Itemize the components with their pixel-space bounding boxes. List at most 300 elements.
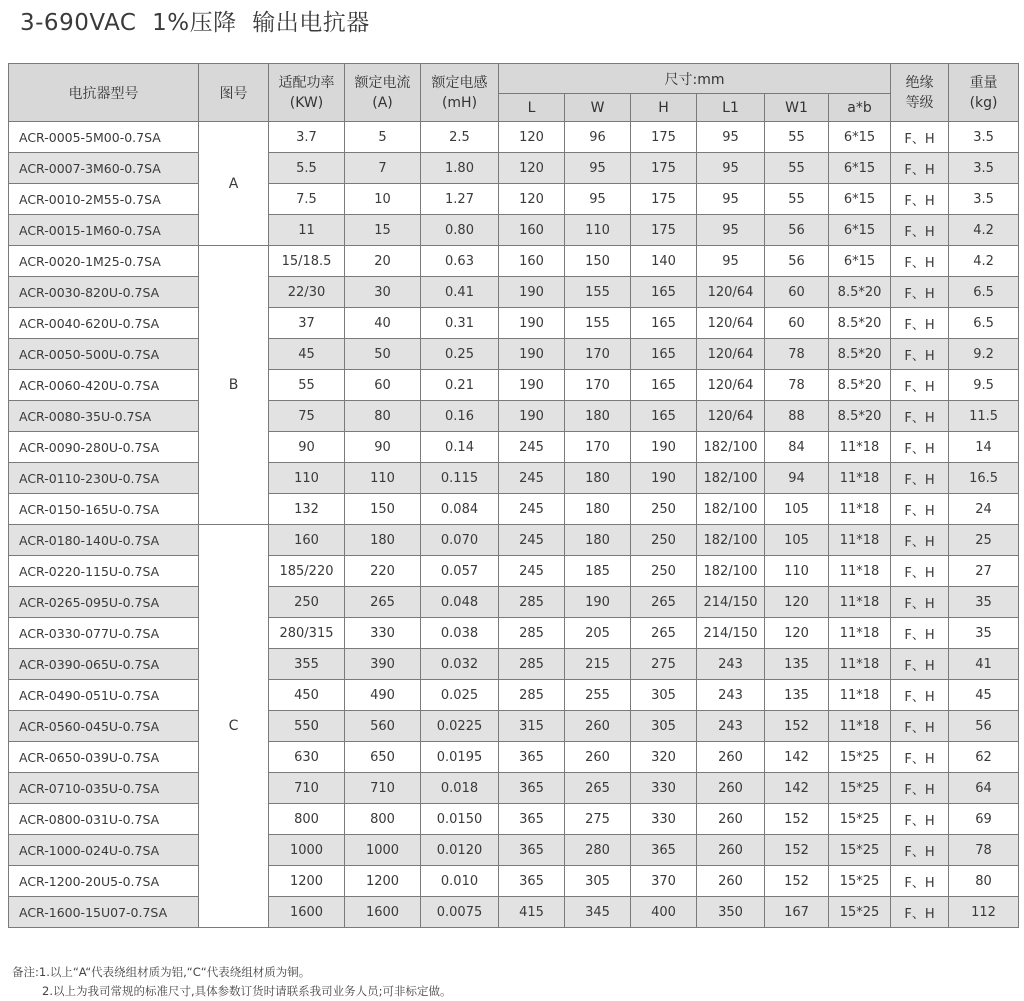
table-row — [9, 339, 1019, 370]
cell-ab: 11*18 — [829, 649, 891, 680]
cell-model: ACR-0220-115U-0.7SA — [9, 556, 199, 587]
cell-W: 255 — [565, 680, 631, 711]
cell-weight: 4.2 — [949, 246, 1019, 277]
cell-insulation: F、H — [891, 401, 949, 432]
cell-L1: 243 — [697, 711, 765, 742]
cell-L1: 243 — [697, 649, 765, 680]
cell-W: 265 — [565, 773, 631, 804]
header-W: W — [565, 94, 631, 122]
cell-H: 140 — [631, 246, 697, 277]
table-row — [9, 308, 1019, 339]
cell-L: 190 — [499, 277, 565, 308]
cell-W1: 120 — [765, 587, 829, 618]
cell-inductance: 0.025 — [421, 680, 499, 711]
cell-L1: 260 — [697, 742, 765, 773]
cell-inductance: 0.0225 — [421, 711, 499, 742]
cell-W1: 55 — [765, 184, 829, 215]
cell-W1: 135 — [765, 649, 829, 680]
cell-L: 365 — [499, 773, 565, 804]
cell-ab: 15*25 — [829, 804, 891, 835]
table-header — [9, 64, 1019, 122]
cell-model: ACR-0330-077U-0.7SA — [9, 618, 199, 649]
table-row — [9, 804, 1019, 835]
cell-ab: 11*18 — [829, 463, 891, 494]
table-row — [9, 277, 1019, 308]
cell-insulation: F、H — [891, 525, 949, 556]
cell-W1: 135 — [765, 680, 829, 711]
cell-weight: 41 — [949, 649, 1019, 680]
cell-model: ACR-0265-095U-0.7SA — [9, 587, 199, 618]
cell-power: 7.5 — [269, 184, 345, 215]
cell-ab: 6*15 — [829, 122, 891, 153]
cell-L: 190 — [499, 339, 565, 370]
cell-current: 90 — [345, 432, 421, 463]
cell-current: 10 — [345, 184, 421, 215]
cell-weight: 16.5 — [949, 463, 1019, 494]
cell-ab: 11*18 — [829, 556, 891, 587]
cell-model: ACR-0015-1M60-0.7SA — [9, 215, 199, 246]
cell-insulation: F、H — [891, 680, 949, 711]
header-L: L — [499, 94, 565, 122]
cell-insulation: F、H — [891, 246, 949, 277]
cell-weight: 3.5 — [949, 153, 1019, 184]
cell-insulation: F、H — [891, 339, 949, 370]
cell-W: 110 — [565, 215, 631, 246]
cell-power: 800 — [269, 804, 345, 835]
cell-current: 650 — [345, 742, 421, 773]
cell-L: 120 — [499, 122, 565, 153]
cell-L1: 95 — [697, 153, 765, 184]
cell-power: 75 — [269, 401, 345, 432]
cell-W: 215 — [565, 649, 631, 680]
cell-insulation: F、H — [891, 184, 949, 215]
table-row — [9, 773, 1019, 804]
cell-L: 120 — [499, 184, 565, 215]
cell-L: 245 — [499, 556, 565, 587]
cell-insulation: F、H — [891, 494, 949, 525]
cell-current: 50 — [345, 339, 421, 370]
cell-ab: 15*25 — [829, 897, 891, 928]
header-inductance-unit: (mH) — [441, 94, 478, 111]
cell-current: 60 — [345, 370, 421, 401]
cell-W: 170 — [565, 370, 631, 401]
cell-L: 365 — [499, 835, 565, 866]
cell-power: 1000 — [269, 835, 345, 866]
cell-W1: 88 — [765, 401, 829, 432]
cell-L1: 214/150 — [697, 587, 765, 618]
cell-weight: 24 — [949, 494, 1019, 525]
page-title: 3-690VAC 1%压降 输出电抗器 — [20, 10, 370, 36]
cell-H: 305 — [631, 711, 697, 742]
cell-insulation: F、H — [891, 587, 949, 618]
cell-W: 260 — [565, 711, 631, 742]
cell-weight: 78 — [949, 835, 1019, 866]
table-row — [9, 618, 1019, 649]
cell-W1: 152 — [765, 835, 829, 866]
cell-current: 390 — [345, 649, 421, 680]
cell-power: 110 — [269, 463, 345, 494]
cell-model: ACR-0080-35U-0.7SA — [9, 401, 199, 432]
note-2: 2.以上为我司常规的标准尺寸,具体参数订货时请联系我司业务人员;可非标定做。 — [42, 984, 452, 998]
cell-W1: 84 — [765, 432, 829, 463]
cell-W1: 110 — [765, 556, 829, 587]
cell-L: 415 — [499, 897, 565, 928]
cell-H: 175 — [631, 153, 697, 184]
header-insulation — [891, 64, 949, 122]
cell-ab: 8.5*20 — [829, 308, 891, 339]
cell-current: 1200 — [345, 866, 421, 897]
cell-inductance: 0.010 — [421, 866, 499, 897]
cell-H: 400 — [631, 897, 697, 928]
cell-H: 305 — [631, 680, 697, 711]
cell-power: 450 — [269, 680, 345, 711]
cell-ab: 8.5*20 — [829, 401, 891, 432]
cell-ab: 11*18 — [829, 711, 891, 742]
cell-W: 180 — [565, 401, 631, 432]
cell-H: 275 — [631, 649, 697, 680]
cell-ab: 15*25 — [829, 835, 891, 866]
cell-ab: 8.5*20 — [829, 339, 891, 370]
cell-model: ACR-0030-820U-0.7SA — [9, 277, 199, 308]
cell-model: ACR-0560-045U-0.7SA — [9, 711, 199, 742]
cell-insulation: F、H — [891, 897, 949, 928]
cell-H: 190 — [631, 432, 697, 463]
cell-insulation: F、H — [891, 153, 949, 184]
cell-W: 305 — [565, 866, 631, 897]
cell-power: 280/315 — [269, 618, 345, 649]
cell-L1: 182/100 — [697, 494, 765, 525]
cell-weight: 9.2 — [949, 339, 1019, 370]
header-dimensions: 尺寸:mm — [499, 64, 891, 94]
cell-L: 365 — [499, 742, 565, 773]
cell-L1: 243 — [697, 680, 765, 711]
cell-insulation: F、H — [891, 370, 949, 401]
cell-inductance: 0.032 — [421, 649, 499, 680]
cell-weight: 6.5 — [949, 308, 1019, 339]
cell-weight: 35 — [949, 587, 1019, 618]
cell-power: 1200 — [269, 866, 345, 897]
cell-model: ACR-1200-20U5-0.7SA — [9, 866, 199, 897]
cell-ab: 11*18 — [829, 494, 891, 525]
header-inductance — [421, 64, 499, 122]
cell-L: 285 — [499, 618, 565, 649]
cell-ab: 15*25 — [829, 742, 891, 773]
cell-model: ACR-0800-031U-0.7SA — [9, 804, 199, 835]
cell-inductance: 0.0195 — [421, 742, 499, 773]
cell-weight: 3.5 — [949, 122, 1019, 153]
cell-inductance: 0.0150 — [421, 804, 499, 835]
cell-weight: 14 — [949, 432, 1019, 463]
cell-W1: 120 — [765, 618, 829, 649]
header-weight — [949, 64, 1019, 122]
cell-insulation: F、H — [891, 711, 949, 742]
cell-current: 560 — [345, 711, 421, 742]
cell-L1: 120/64 — [697, 370, 765, 401]
cell-insulation: F、H — [891, 556, 949, 587]
cell-power: 630 — [269, 742, 345, 773]
table-row — [9, 587, 1019, 618]
cell-current: 265 — [345, 587, 421, 618]
cell-W1: 56 — [765, 246, 829, 277]
cell-current: 5 — [345, 122, 421, 153]
cell-power: 1600 — [269, 897, 345, 928]
cell-L1: 260 — [697, 866, 765, 897]
cell-ab: 6*15 — [829, 215, 891, 246]
table-row — [9, 370, 1019, 401]
cell-insulation: F、H — [891, 773, 949, 804]
cell-insulation: F、H — [891, 649, 949, 680]
cell-inductance: 2.5 — [421, 122, 499, 153]
cell-H: 165 — [631, 277, 697, 308]
figure-group-cell: B — [199, 246, 269, 525]
cell-insulation: F、H — [891, 866, 949, 897]
cell-current: 800 — [345, 804, 421, 835]
cell-power: 55 — [269, 370, 345, 401]
cell-W1: 78 — [765, 370, 829, 401]
cell-L1: 182/100 — [697, 463, 765, 494]
cell-model: ACR-0150-165U-0.7SA — [9, 494, 199, 525]
cell-W1: 94 — [765, 463, 829, 494]
cell-inductance: 0.038 — [421, 618, 499, 649]
cell-power: 22/30 — [269, 277, 345, 308]
cell-current: 180 — [345, 525, 421, 556]
cell-weight: 45 — [949, 680, 1019, 711]
header-model: 电抗器型号 — [9, 64, 199, 122]
header-ab: a*b — [829, 94, 891, 122]
cell-current: 30 — [345, 277, 421, 308]
table-row — [9, 649, 1019, 680]
cell-current: 490 — [345, 680, 421, 711]
cell-model: ACR-0650-039U-0.7SA — [9, 742, 199, 773]
cell-W: 150 — [565, 246, 631, 277]
table-row — [9, 556, 1019, 587]
cell-insulation: F、H — [891, 804, 949, 835]
cell-ab: 11*18 — [829, 587, 891, 618]
cell-H: 175 — [631, 215, 697, 246]
table-row — [9, 432, 1019, 463]
cell-weight: 3.5 — [949, 184, 1019, 215]
cell-weight: 35 — [949, 618, 1019, 649]
cell-L1: 260 — [697, 804, 765, 835]
cell-model: ACR-0490-051U-0.7SA — [9, 680, 199, 711]
cell-L: 120 — [499, 153, 565, 184]
cell-power: 710 — [269, 773, 345, 804]
header-H: H — [631, 94, 697, 122]
cell-model: ACR-1600-15U07-0.7SA — [9, 897, 199, 928]
table-row — [9, 153, 1019, 184]
cell-L1: 350 — [697, 897, 765, 928]
cell-H: 175 — [631, 122, 697, 153]
cell-L1: 95 — [697, 215, 765, 246]
cell-W: 345 — [565, 897, 631, 928]
cell-L: 160 — [499, 246, 565, 277]
header-weight-label: 重量 — [969, 74, 998, 91]
cell-W: 170 — [565, 432, 631, 463]
cell-L1: 260 — [697, 773, 765, 804]
cell-W: 170 — [565, 339, 631, 370]
cell-ab: 6*15 — [829, 184, 891, 215]
cell-model: ACR-0010-2M55-0.7SA — [9, 184, 199, 215]
cell-L: 285 — [499, 649, 565, 680]
cell-power: 160 — [269, 525, 345, 556]
header-inductance-label: 额定电感 — [431, 74, 488, 91]
cell-L1: 260 — [697, 835, 765, 866]
cell-L1: 95 — [697, 246, 765, 277]
cell-weight: 80 — [949, 866, 1019, 897]
cell-current: 80 — [345, 401, 421, 432]
cell-weight: 4.2 — [949, 215, 1019, 246]
cell-H: 265 — [631, 618, 697, 649]
cell-insulation: F、H — [891, 122, 949, 153]
cell-inductance: 1.27 — [421, 184, 499, 215]
cell-W: 185 — [565, 556, 631, 587]
cell-L1: 120/64 — [697, 308, 765, 339]
cell-power: 15/18.5 — [269, 246, 345, 277]
cell-L: 190 — [499, 308, 565, 339]
cell-W: 95 — [565, 184, 631, 215]
cell-power: 185/220 — [269, 556, 345, 587]
cell-inductance: 0.070 — [421, 525, 499, 556]
cell-L: 285 — [499, 680, 565, 711]
cell-current: 330 — [345, 618, 421, 649]
cell-H: 330 — [631, 773, 697, 804]
figure-group-cell: A — [199, 122, 269, 246]
cell-inductance: 0.084 — [421, 494, 499, 525]
cell-L1: 182/100 — [697, 525, 765, 556]
cell-power: 11 — [269, 215, 345, 246]
cell-inductance: 0.41 — [421, 277, 499, 308]
cell-W1: 56 — [765, 215, 829, 246]
cell-current: 1000 — [345, 835, 421, 866]
cell-inductance: 1.80 — [421, 153, 499, 184]
cell-model: ACR-0005-5M00-0.7SA — [9, 122, 199, 153]
cell-weight: 6.5 — [949, 277, 1019, 308]
cell-inductance: 0.80 — [421, 215, 499, 246]
cell-L: 285 — [499, 587, 565, 618]
cell-inductance: 0.115 — [421, 463, 499, 494]
cell-W1: 55 — [765, 122, 829, 153]
cell-H: 250 — [631, 525, 697, 556]
cell-power: 45 — [269, 339, 345, 370]
cell-L: 245 — [499, 525, 565, 556]
cell-weight: 69 — [949, 804, 1019, 835]
cell-inductance: 0.21 — [421, 370, 499, 401]
cell-ab: 6*15 — [829, 246, 891, 277]
cell-current: 20 — [345, 246, 421, 277]
cell-W: 260 — [565, 742, 631, 773]
cell-model: ACR-0110-230U-0.7SA — [9, 463, 199, 494]
header-power — [269, 64, 345, 122]
cell-current: 220 — [345, 556, 421, 587]
cell-insulation: F、H — [891, 618, 949, 649]
cell-ab: 11*18 — [829, 618, 891, 649]
cell-insulation: F、H — [891, 835, 949, 866]
cell-weight: 112 — [949, 897, 1019, 928]
cell-L1: 120/64 — [697, 401, 765, 432]
header-current — [345, 64, 421, 122]
cell-W: 95 — [565, 153, 631, 184]
header-insulation-line2: 等级 — [905, 94, 934, 111]
cell-insulation: F、H — [891, 215, 949, 246]
cell-W1: 78 — [765, 339, 829, 370]
cell-W1: 167 — [765, 897, 829, 928]
cell-power: 355 — [269, 649, 345, 680]
cell-L1: 214/150 — [697, 618, 765, 649]
cell-H: 330 — [631, 804, 697, 835]
header-power-label: 适配功率 — [278, 74, 335, 91]
cell-model: ACR-0020-1M25-0.7SA — [9, 246, 199, 277]
cell-ab: 15*25 — [829, 773, 891, 804]
cell-L1: 120/64 — [697, 277, 765, 308]
figure-group-cell: C — [199, 525, 269, 928]
cell-insulation: F、H — [891, 308, 949, 339]
cell-model: ACR-0710-035U-0.7SA — [9, 773, 199, 804]
table-row — [9, 742, 1019, 773]
cell-L1: 182/100 — [697, 556, 765, 587]
cell-L: 245 — [499, 463, 565, 494]
cell-power: 5.5 — [269, 153, 345, 184]
cell-inductance: 0.048 — [421, 587, 499, 618]
cell-inductance: 0.0120 — [421, 835, 499, 866]
table-row — [9, 866, 1019, 897]
cell-W: 155 — [565, 277, 631, 308]
cell-ab: 8.5*20 — [829, 277, 891, 308]
cell-model: ACR-0180-140U-0.7SA — [9, 525, 199, 556]
cell-ab: 15*25 — [829, 866, 891, 897]
cell-W1: 152 — [765, 866, 829, 897]
cell-L: 245 — [499, 432, 565, 463]
cell-L: 365 — [499, 804, 565, 835]
cell-H: 190 — [631, 463, 697, 494]
header-current-label: 额定电流 — [354, 74, 411, 91]
header-weight-unit: (kg) — [969, 94, 998, 111]
cell-current: 710 — [345, 773, 421, 804]
table-row — [9, 246, 1019, 277]
cell-model: ACR-0050-500U-0.7SA — [9, 339, 199, 370]
table-row — [9, 525, 1019, 556]
cell-W1: 142 — [765, 742, 829, 773]
header-W1: W1 — [765, 94, 829, 122]
table-row — [9, 463, 1019, 494]
table-row — [9, 494, 1019, 525]
cell-L: 365 — [499, 866, 565, 897]
cell-inductance: 0.31 — [421, 308, 499, 339]
reactor-spec-table — [8, 63, 1019, 928]
table-row — [9, 711, 1019, 742]
cell-inductance: 0.057 — [421, 556, 499, 587]
cell-W1: 152 — [765, 804, 829, 835]
cell-W: 180 — [565, 463, 631, 494]
cell-power: 3.7 — [269, 122, 345, 153]
cell-weight: 9.5 — [949, 370, 1019, 401]
table-row — [9, 184, 1019, 215]
cell-H: 165 — [631, 401, 697, 432]
cell-insulation: F、H — [891, 742, 949, 773]
cell-H: 320 — [631, 742, 697, 773]
cell-H: 175 — [631, 184, 697, 215]
cell-ab: 8.5*20 — [829, 370, 891, 401]
cell-W: 180 — [565, 494, 631, 525]
cell-power: 90 — [269, 432, 345, 463]
cell-L1: 182/100 — [697, 432, 765, 463]
cell-W: 275 — [565, 804, 631, 835]
cell-W: 180 — [565, 525, 631, 556]
cell-L: 190 — [499, 370, 565, 401]
header-L1: L1 — [697, 94, 765, 122]
cell-W: 155 — [565, 308, 631, 339]
cell-model: ACR-0090-280U-0.7SA — [9, 432, 199, 463]
cell-ab: 6*15 — [829, 153, 891, 184]
